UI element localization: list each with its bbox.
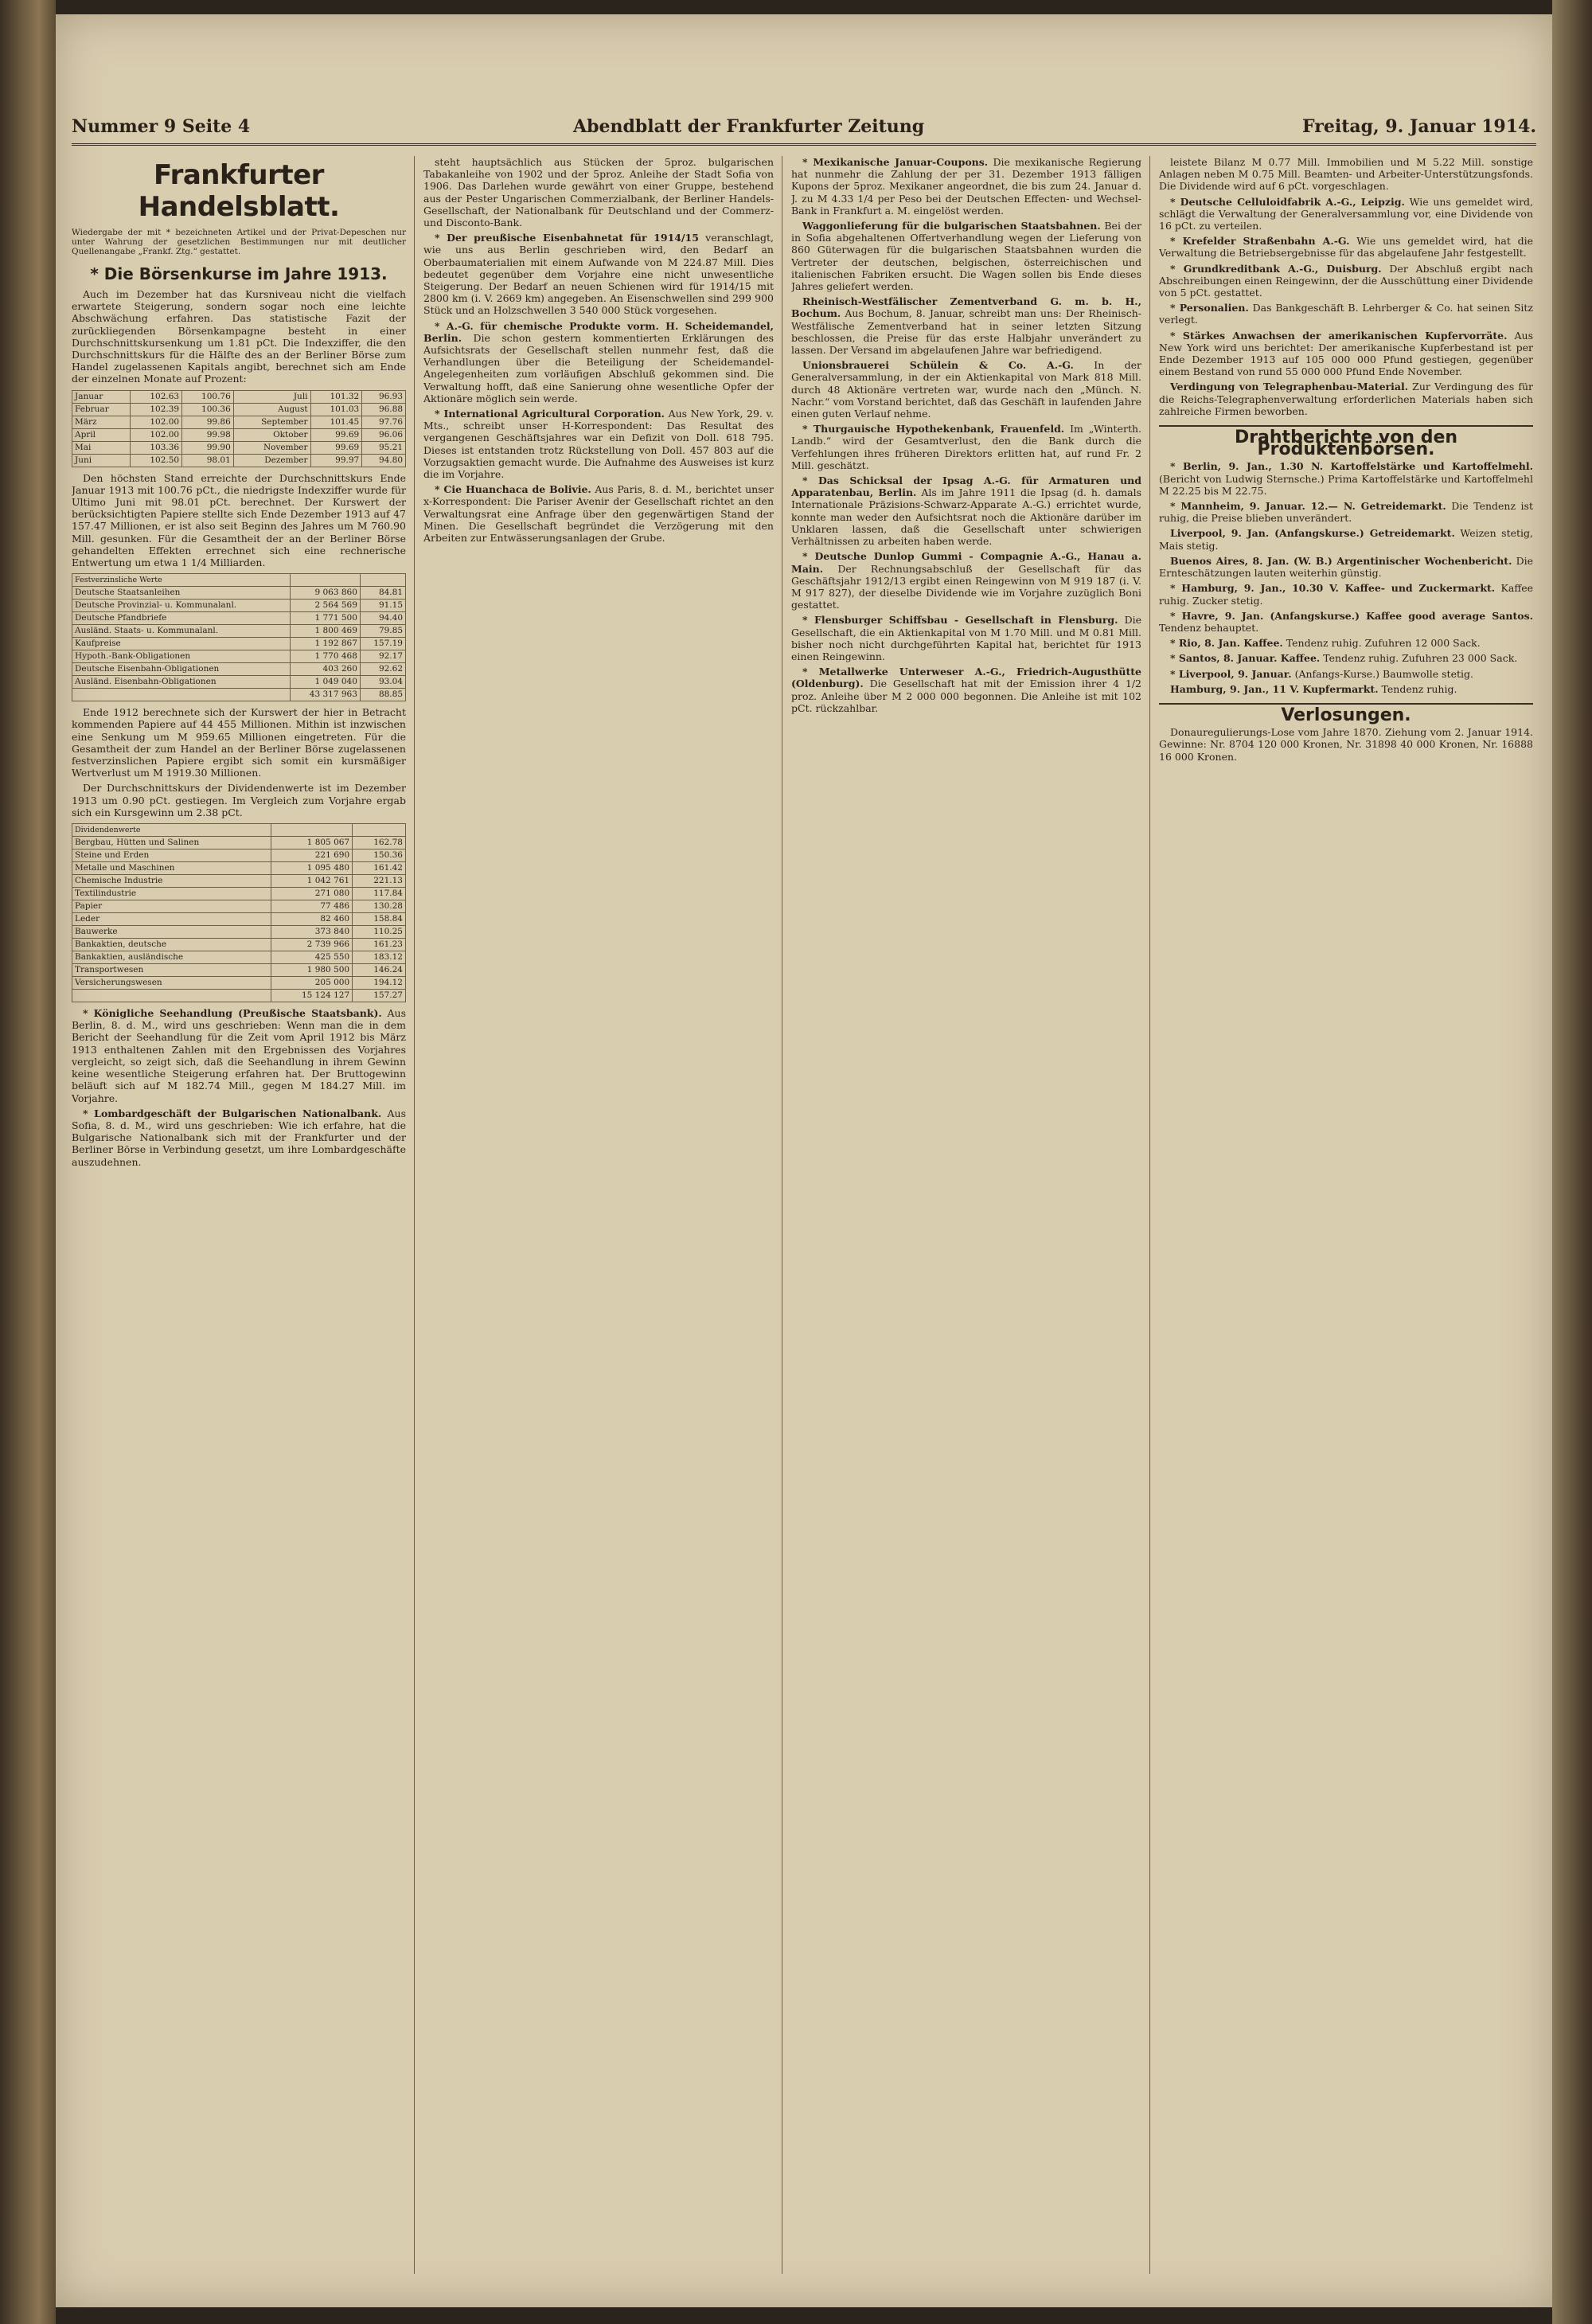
article-text: veranschlagt, wie uns aus Berlin geschrieben wird, den Bedarf an Oberbaumaterialien mit einem Aufwande von M 224.87 Mill. Dies bedeutet gegenüber dem Vorjahre eine nicht unwesentliche Steigerung. Der Bedarf an neuen Schienen wird für 1914/15 mit 2800 km (i. V. 2669 km) angegeben. An Eisenschwellen sind 299 900 Stück und an Holzschwellen 3 540 000 Stück vorgesehen. [423,232,774,317]
table-cell: 1 805 067 [271,837,353,850]
table-cell: 425 550 [271,951,353,964]
produce-report-heading: * Havre, 9. Jan. (Anfangskurse.) Kaffee good average Santos. [1170,609,1533,622]
table-row [72,913,406,926]
article-text: Die Gesellschaft, die ein Aktienkapital von M 1.70 Mill. und M 0.81 Mill. bisher noch nicht durchgeführten Kapital hat, berichtet für 1913 einen Reingewinn. [791,614,1141,662]
table-cell: August [233,403,310,416]
article-text: Aus Sofia, 8. d. M., wird uns geschrieben: Wie ich erfahre, hat die Bulgarische Nationalbank sich mit der Frankfurter und der Berliner Börse in Verbindung gesetzt, um ihre Lombardgeschäfte auszudehnen. [72,1107,406,1168]
table-cell: 194.12 [353,977,406,990]
table-cell: 150.36 [353,850,406,862]
book-edge [1552,0,1592,2324]
article-text: Der Rechnungsabschluß der Gesellschaft für das Geschäftsjahr 1912/13 ergibt einen Reingewinn von M 919 187 (i. V. M 917 827), der dieselbe Dividende wie im Vorjahre zuzüglich Boni gestattet. [791,562,1141,611]
table-row [72,638,406,650]
produce-report-heading: Hamburg, 9. Jan., 11 V. Kupfermarkt. [1170,682,1379,695]
table-cell: 403 260 [291,663,361,676]
table-cell: 96.06 [362,428,406,441]
table-cell: April [72,428,131,441]
table-cell: 99.69 [310,441,362,454]
table-row [72,977,406,990]
table-row [72,951,406,964]
column-3 [791,156,1141,2274]
table-caption: Festverzinsliche Werte [72,574,291,587]
article-paragraph: Den höchsten Stand erreichte der Durchschnittskurs Ende Januar 1913 mit 100.76 pCt., die niedrigste Indexziffer wurde für Ultimo Juni mit 98.01 pCt. berechnet. Der Kurswert der berücksichtigten Papiere stellte sich Ende Dezember 1913 auf 47 157.47 Millionen, er ist also seit Beginn des Jahres um M 760.90 Mill. gesunken. Für die Gesamtheit der an der Berliner Börse gehandelten Effekten errechnet sich eine rechnerische Entwertung um etwa 1 1/4 Milliarden. [72,471,406,569]
article-text: Aus Paris, 8. d. M., berichtet unser x-Korrespondent: Die Pariser Avenir der Gesellschaft richtet an den Verwaltungsrat eine Anfrage über den gegenwärtigen Stand der Minen. Die Gesellschaft begründet die Verzögerung mit den Arbeiten zur Entwässerungsanlagen der Grube. [423,483,774,545]
table-cell: 99.97 [310,454,362,467]
article-text: Im „Winterth. Landb.“ wird der Gesamtverlust, den die Bank durch die Verfehlungen ihres früheren Direktors erlitten hat, auf rund Fr. 2 Mill. geschätzt. [791,423,1141,471]
produce-report [1159,668,1533,680]
table-cell: Februar [72,403,131,416]
produce-report-heading: * Santos, 8. Januar. Kaffee. [1170,652,1321,665]
article-heading: * Lombardgeschäft der Bulgarischen Nationalbank. [83,1107,382,1119]
column-rule [1149,156,1150,2274]
article-paragraph: leistete Bilanz M 0.77 Mill. Immobilien und M 5.22 Mill. sonstige Anlagen neben M 0.75 Mill. Beamten- und Arbeiter-Unterstützungsfonds. Die Dividende wird auf 6 pCt. vorgeschlagen. [1159,156,1533,193]
article-text: Die Gesellschaft hat mit der Emission ihrer 4 1/2 proz. Anleihe über M 2 000 000 begonnen. Die Anleihe ist mit 102 pCt. rückzahlbar. [791,678,1141,714]
article-heading: * Der preußische Eisenbahnetat für 1914/15 [435,232,699,244]
column-1 [72,156,406,2274]
monthly-index-table [72,390,406,467]
table-cell: Chemische Industrie [72,875,271,888]
produce-report [1159,610,1533,634]
produce-report-text: Tendenz ruhig. Zufuhren 23 000 Sack. [1323,652,1518,665]
table-cell: Steine und Erden [72,850,271,862]
copyright-notice: Wiedergabe der mit * bezeichneten Artikel und der Privat-Depeschen nur unter Wahrung der gesetzlichen Bestimmungen nur mit deutlicher Quellenangabe „Frankf. Ztg.“ gestattet. [72,228,406,256]
issue-date: Freitag, 9. Januar 1914. [1302,116,1536,137]
article-heading: * Thurgauische Hypothekenbank, Frauenfeld. [802,423,1065,436]
table-cell: Juli [233,390,310,403]
table-row [72,650,406,663]
table-cell: Leder [72,913,271,926]
table-row [72,875,406,888]
table-cell: 110.25 [353,926,406,939]
table-cell: 373 840 [271,926,353,939]
article-text: Wie uns gemeldet wird, schlägt die Verwaltung der Generalversammlung vor, eine Dividende von 16 pCt. zu verteilen. [1159,195,1533,232]
table-cell: 99.98 [182,428,234,441]
newspaper-page [56,14,1552,2307]
produce-report-heading: * Rio, 8. Jan. Kaffee. [1170,637,1283,650]
article-heading: * Das Schicksal der Ipsag A.-G. für Armaturen und Apparatenbau, Berlin. [791,475,1141,499]
table-cell: Ausländ. Staats- u. Kommunalanl. [72,625,291,638]
produce-report-text: (Anfangs-Kurse.) Baumwolle stetig. [1294,667,1473,680]
produce-exchange-title: Drahtberichte von den Produktenbörsen. [1159,425,1533,455]
page-number: Nummer 9 Seite 4 [72,116,251,137]
lottery-title: Verlosungen. [1159,703,1533,721]
dividend-table [72,823,406,1002]
table-row [72,416,406,428]
table-row [72,663,406,676]
table-row [72,837,406,850]
produce-report [1159,500,1533,524]
table-cell: 96.88 [362,403,406,416]
table-caption: Dividendenwerte [72,824,271,837]
table-row [72,850,406,862]
produce-report-heading: * Mannheim, 9. Januar. 12.— N. Getreidemarkt. [1170,500,1446,513]
produce-report [1159,582,1533,606]
article-heading: * International Agricultural Corporation. [435,408,665,420]
table-cell: 99.69 [310,428,362,441]
table-cell: 103.36 [131,441,182,454]
article-paragraph: Der Durchschnittskurs der Dividendenwerte ist im Dezember 1913 um 0.90 pCt. gestiegen. Im Vergleich zum Vorjahre ergab sich ein Kursgewinn um 2.38 pCt. [72,782,406,818]
table-row [72,990,406,1002]
table-row [72,926,406,939]
table-cell: 97.76 [362,416,406,428]
produce-report-text: Tendenz behauptet. [1159,621,1259,634]
produce-report-text: Die Tendenz ist ruhig, die Preise blieben unverändert. [1159,500,1533,525]
table-cell: 2 564 569 [291,600,361,612]
article-heading: * Cie Huanchaca de Bolivie. [435,483,591,496]
produce-report-heading: Liverpool, 9. Jan. (Anfangskurse.) Getreidemarkt. [1170,527,1455,540]
table-cell: 100.76 [182,390,234,403]
table-row [72,888,406,900]
table-cell: Deutsche Pfandbriefe [72,612,291,625]
table-cell: 96.93 [362,390,406,403]
table-cell: 101.03 [310,403,362,416]
table-cell: 102.00 [131,428,182,441]
produce-report-text: Weizen stetig, Mais stetig. [1159,527,1533,552]
table-cell: Bankaktien, ausländische [72,951,271,964]
article-heading: * A.-G. für chemische Produkte vorm. H. Scheidemandel, Berlin. [423,319,774,344]
table-cell: Metalle und Maschinen [72,862,271,875]
book-spine [0,0,56,2324]
article-heading: Unionsbrauerei Schülein & Co. A.-G. [802,359,1074,372]
produce-report-heading: Buenos Aires, 8. Jan. (W. B.) Argentinischer Wochenbericht. [1170,554,1512,567]
table-cell: 1 042 761 [271,875,353,888]
table-cell: 1 980 500 [271,964,353,977]
table-row [72,939,406,951]
article-heading: * Mexikanische Januar-Coupons. [802,156,989,168]
table-cell: November [233,441,310,454]
column-2 [423,156,774,2274]
table-cell: Mai [72,441,131,454]
table-cell: Deutsche Eisenbahn-Obligationen [72,663,291,676]
table-row [72,900,406,913]
table-cell: 157.27 [353,990,406,1002]
table-cell: 161.42 [353,862,406,875]
table-cell: 43 317 963 [291,689,361,701]
table-cell: 1 770 468 [291,650,361,663]
table-cell: Transportwesen [72,964,271,977]
article-title: * Die Börsenkurse im Jahre 1913. [90,264,388,283]
table-cell: Versicherungswesen [72,977,271,990]
produce-report [1159,555,1533,579]
produce-report-list [1159,460,1533,694]
page-masthead [72,108,1536,146]
table-cell: 92.17 [360,650,405,663]
table-cell: Textilindustrie [72,888,271,900]
table-cell: Kaufpreise [72,638,291,650]
table-cell: 99.86 [182,416,234,428]
table-row [72,587,406,600]
table-row [72,964,406,977]
article-text: Bei der in Sofia abgehaltenen Offertverhandlung wegen der Lieferung von 860 Güterwagen für die bulgarischen Staatsbahnen wurden die Vertreter der deutschen, belgischen, österreichischen und italienischen Fabriken ersucht. Die Wagen sollen bis Ende dieses Jahres geliefert werden. [791,220,1141,293]
table-cell: 99.90 [182,441,234,454]
table-cell: 1 049 040 [291,676,361,689]
table-cell: 93.04 [360,676,405,689]
table-row [72,428,406,441]
newspaper-title: Abendblatt der Frankfurter Zeitung [573,116,925,137]
table-cell: 221.13 [353,875,406,888]
table-cell: 15 124 127 [271,990,353,1002]
table-cell: 9 063 860 [291,587,361,600]
table-cell: 94.40 [360,612,405,625]
table-row [72,625,406,638]
table-cell: 146.24 [353,964,406,977]
table-cell: 102.63 [131,390,182,403]
article-heading: Rheinisch-Westfälischer Zementverband G. m. b. H., Bochum. [791,295,1141,320]
table-cell: 161.23 [353,939,406,951]
produce-report-text: Kaffee ruhig. Zucker stetig. [1159,582,1533,607]
article-heading: Verdingung von Telegraphenbau-Material. [1170,381,1409,393]
table-cell: 95.21 [362,441,406,454]
article-heading: * Deutsche Dunlop Gummi - Compagnie A.-G., Hanau a. Main. [791,550,1141,575]
article-paragraph: Ende 1912 berechnete sich der Kurswert der hier in Betracht kommenden Papiere auf 44 455 Millionen. Mithin ist inzwischen eine Senkung um M 959.65 Millionen eingetreten. Für die Gesamtheit der zum Handel an der Berliner Börse zugelassenen festverzinslichen Papiere ergibt sich somit ein kursmäßiger Wertverlust um M 1919.30 Millionen. [72,706,406,779]
produce-report [1159,683,1533,695]
table-cell: 79.85 [360,625,405,638]
article-text: Aus Bochum, 8. Januar, schreibt man uns: Der Rheinisch-Westfälische Zementverband hat in seiner letzten Sitzung beschlossen, die Preise für das erste Halbjahr unverändert zu lassen. Der Versand im abgelaufenen Jahre war befriedigend. [791,307,1141,357]
table-cell: 162.78 [353,837,406,850]
article-heading: * Krefelder Straßenbahn A.-G. [1170,235,1350,248]
produce-report [1159,460,1533,497]
table-cell: 82 460 [271,913,353,926]
table-cell: 101.32 [310,390,362,403]
table-cell: 158.84 [353,913,406,926]
table-cell: 84.81 [360,587,405,600]
table-cell: Hypoth.-Bank-Obligationen [72,650,291,663]
article-paragraph: Auch im Dezember hat das Kursniveau nicht die vielfach erwartete Steigerung, sondern sogar noch eine leichte Abschwächung erfahren. Das statistische Fazit der zurückliegenden Börsenkampagne besteht in einer Durchschnittskursenkung um 1.81 pCt. Die Indexziffer, die den Durchschnittskurs für die Hälfte des an der Berliner Börse zum Handel zugelassenen Kapitals angibt, berechnet sich am Ende der einzelnen Monate auf Prozent: [72,288,406,385]
table-row [72,454,406,467]
table-cell [72,689,291,701]
table-cell: 271 080 [271,888,353,900]
column-rule [414,156,415,2274]
table-cell: Deutsche Provinzial- u. Kommunalanl. [72,600,291,612]
article-heading: * Grundkreditbank A.-G., Duisburg. [1170,262,1382,275]
table-cell: 2 739 966 [271,939,353,951]
table-row [72,390,406,403]
table-cell: 102.00 [131,416,182,428]
article-text: Die mexikanische Regierung hat nunmehr die Zahlung der per 31. Dezember 1913 fälligen Kupons der 5proz. Mexikaner angeordnet, die bis zum 24. Januar d. J. zu M 4.33 1/4 per Peso bei der Deutschen Effecten- und Wechsel-Bank in Frankfurt a. M. eingelöst werden. [791,156,1141,217]
table-cell: 77 486 [271,900,353,913]
article-paragraph: steht hauptsächlich aus Stücken der 5proz. bulgarischen Tabakanleihe von 1902 und der 5proz. Anleihe der Stadt Sofia von 1906. Das Darlehen wurde gewährt von einer Gruppe, bestehend aus der Pester Ungarischen Commerzialbank, der Berliner Handels-Gesellschaft, der Nationalbank für Deutschland und der Commerz- und Disconto-Bank. [423,156,774,229]
article-heading: Waggonlieferung für die bulgarischen Staatsbahnen. [802,220,1101,232]
table-row [72,612,406,625]
article-heading: * Königliche Seehandlung (Preußische Staatsbank). [83,1007,382,1020]
produce-report-heading: * Liverpool, 9. Januar. [1170,667,1292,680]
table-cell: Ausländ. Eisenbahn-Obligationen [72,676,291,689]
table-cell: Papier [72,900,271,913]
produce-report-text: Tendenz ruhig. Zufuhren 12 000 Sack. [1286,637,1481,650]
produce-report-heading: * Hamburg, 9. Jan., 10.30 V. Kaffee- und Zuckermarkt. [1170,582,1496,595]
article-text: Aus New York wird uns berichtet: Der amerikanische Kupferbestand ist per Ende Dezember 1913 auf 105 000 000 Pfund gestiegen, gegenüber einem Bestand von rund 55 000 000 Pfund Ende November. [1159,329,1533,378]
article-text: Wie uns gemeldet wird, hat die Verwaltung die Betriebsergebnisse für das abgelaufene Jahr festgestellt. [1159,235,1533,260]
table-cell: Deutsche Staatsanleihen [72,587,291,600]
article-text: Als im Jahre 1911 die Ipsag (d. h. damals Internationale Präzisions-Schwarz-Apparate A.-G.) errichtet wurde, konnte man weder den Aufsichtsrat noch die Aktionäre darüber im Unklaren lassen, daß die Gesellschaft unter schwierigen Verhältnissen zu arbeiten haben werde. [791,486,1141,548]
article-text: Die schon gestern kommentierten Erklärungen des Aufsichtsrats der Gesellschaft stellen nunmehr fest, daß die Verhandlungen über die Beteiligung der Scheidemandel-Angelegenheiten zum vorläufigen Abschluß gekommen sind. Die Verwaltung hofft, daß eine Sanierung ohne wesentliche Opfer der Aktionäre möglich sein werde. [423,331,774,404]
table-cell: 221 690 [271,850,353,862]
table-cell: 94.80 [362,454,406,467]
table-cell: 1 192 867 [291,638,361,650]
table-cell: März [72,416,131,428]
section-title: Frankfurter Handelsblatt. [138,159,340,223]
table-cell: 101.45 [310,416,362,428]
article-text: In der Generalversammlung, in der ein Aktienkapital von Mark 818 Mill. durch 48 Aktionäre vertreten war, wurde nach den „Münch. N. Nachr.“ vom Vorstand berichtet, daß das Geschäft in laufenden Jahre einen guten Verlauf nehme. [791,359,1141,420]
table-cell: 157.19 [360,638,405,650]
table-cell: Januar [72,390,131,403]
table-cell: 1 800 469 [291,625,361,638]
table-row [72,862,406,875]
produce-report [1159,527,1533,551]
article-text: Das Bankgeschäft B. Lehrberger & Co. hat seinen Sitz verlegt. [1159,302,1533,326]
table-cell: 88.85 [360,689,405,701]
table-cell: 91.15 [360,600,405,612]
column-4 [1159,156,1533,2274]
produce-report [1159,652,1533,664]
article-text: Aus New York, 29. v. Mts., schreibt unser H-Korrespondent: Das Resultat des vergangenen Geschäftsjahres war ein Defizit von Doll. 618 795. Dieses ist entstanden trotz Rückstellung von Doll. 457 803 auf die Vorzugsaktien gemacht wurde. Die Aufnahme des Ausweises ist kurz die im Vorjahre. [423,408,774,481]
produce-report [1159,637,1533,649]
table-cell [72,990,271,1002]
table-cell: 102.50 [131,454,182,467]
table-cell: Bergbau, Hütten und Salinen [72,837,271,850]
table-cell: 1 771 500 [291,612,361,625]
table-row [72,403,406,416]
table-row [72,600,406,612]
table-row [72,676,406,689]
produce-report-heading: * Berlin, 9. Jan., 1.30 N. Kartoffelstärke und Kartoffelmehl. [1170,460,1533,473]
table-cell: 1 095 480 [271,862,353,875]
fixed-income-table [72,573,406,701]
table-row [72,441,406,454]
table-cell: 117.84 [353,888,406,900]
article-heading: * Flensburger Schiffsbau - Gesellschaft in Flensburg. [802,614,1118,627]
article-text: Zur Verdingung des für die Reichs-Telegraphenverwaltung erforderlichen Materials haben sich zahlreiche Firmen beworben. [1159,381,1533,417]
produce-report-text: Tendenz ruhig. [1381,682,1457,695]
table-cell: 98.01 [182,454,234,467]
table-cell: Dezember [233,454,310,467]
article-heading: * Stärkes Anwachsen der amerikanischen Kupfervorräte. [1170,329,1508,342]
table-cell: 92.62 [360,663,405,676]
table-cell: 100.36 [182,403,234,416]
table-cell: 102.39 [131,403,182,416]
table-cell: Juni [72,454,131,467]
article-text: Der Abschluß ergibt nach Abschreibungen einen Reingewinn, der die Ausschüttung einer Dividende von 5 pCt. gestattet. [1159,262,1533,299]
article-heading: * Personalien. [1170,302,1249,314]
table-row [72,689,406,701]
table-cell: September [233,416,310,428]
article-heading: * Deutsche Celluloidfabrik A.-G., Leipzig. [1170,195,1405,208]
table-cell: 183.12 [353,951,406,964]
article-text: Aus Berlin, 8. d. M., wird uns geschrieben: Wenn man die in dem Bericht der Seehandlung für die Zeit vom April 1912 bis März 1913 enthaltenen Zahlen mit den Ergebnissen des Vorjahres vergleicht, so zeigt sich, daß die Seehandlung in ihrem Gewinn keine wesentliche Steigerung erfahren hat. Der Bruttogewinn beläuft sich auf M 182.74 Mill., gegen M 184.27 Mill. im Vorjahre. [72,1007,406,1104]
table-cell: 130.28 [353,900,406,913]
lottery-text: Donauregulierungs-Lose vom Jahre 1870. Ziehung vom 2. Januar 1914. Gewinne: Nr. 8704 120 000 Kronen, Nr. 31898 40 000 Kronen, Nr. 16888 16 000 Kronen. [1159,726,1533,763]
article-heading: * Metallwerke Unterweser A.-G., Friedrich-Augusthütte (Oldenburg). [791,666,1141,690]
table-cell: 205 000 [271,977,353,990]
table-cell: Bankaktien, deutsche [72,939,271,951]
produce-report-text: Die Ernteschätzungen lauten weiterhin günstig. [1159,554,1533,580]
table-cell: Bauwerke [72,926,271,939]
produce-report-text: (Bericht von Ludwig Sternsche.) Prima Kartoffelstärke und Kartoffelmehl M 22.25 bis M 22.75. [1159,472,1533,497]
table-cell: Oktober [233,428,310,441]
